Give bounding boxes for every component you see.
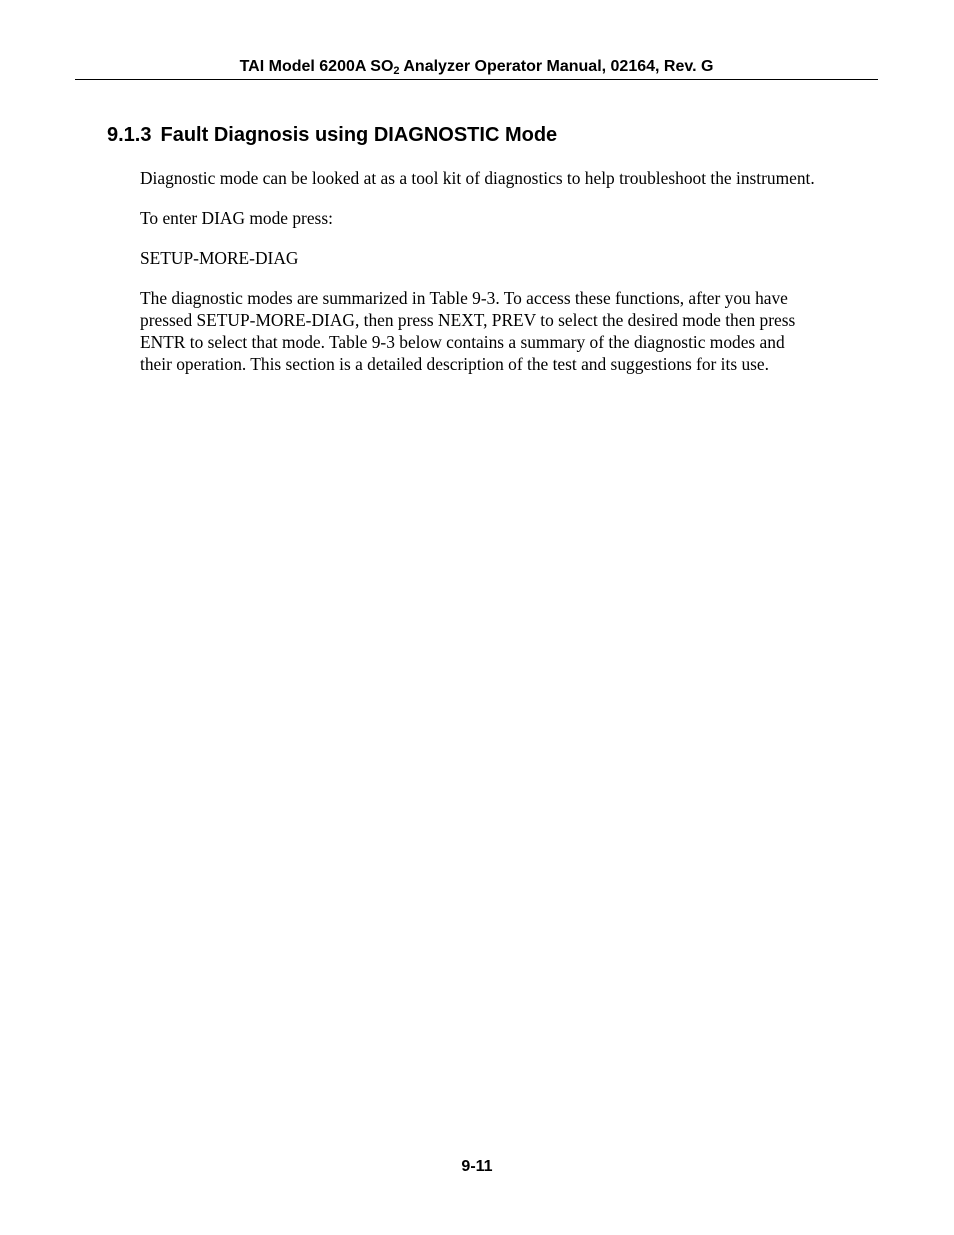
section-title: Fault Diagnosis using DIAGNOSTIC Mode [160, 124, 558, 146]
intro-paragraph: Diagnostic mode can be looked at as a tool kit of diagnostics to help troubleshoot the instrument. [140, 168, 815, 188]
header-divider [75, 79, 878, 80]
page-number: 9-11 [461, 1158, 493, 1175]
key-sequence-paragraph: SETUP-MORE-DIAG [140, 248, 299, 268]
header-title-suffix: Analyzer Operator Manual, 02164, Rev. G [399, 58, 714, 75]
header-title-prefix: TAI Model 6200A SO [239, 58, 394, 75]
summary-line: The diagnostic modes are summarized in Table 9-3. To access these functions, after you have [140, 288, 788, 308]
section-number: 9.1.3 [107, 124, 152, 146]
summary-line: pressed SETUP-MORE-DIAG, then press NEXT, PREV to select the desired mode then press [140, 310, 796, 330]
section-heading [107, 121, 557, 149]
summary-paragraph [140, 287, 860, 375]
header-title-subscript: 2 [393, 65, 400, 77]
summary-line: their operation. This section is a detailed description of the test and suggestions for its use. [140, 354, 769, 374]
enter-instruction-paragraph: To enter DIAG mode press: [140, 208, 333, 228]
page-header [75, 56, 878, 78]
summary-line: ENTR to select that mode. Table 9-3 below contains a summary of the diagnostic modes and [140, 332, 785, 352]
